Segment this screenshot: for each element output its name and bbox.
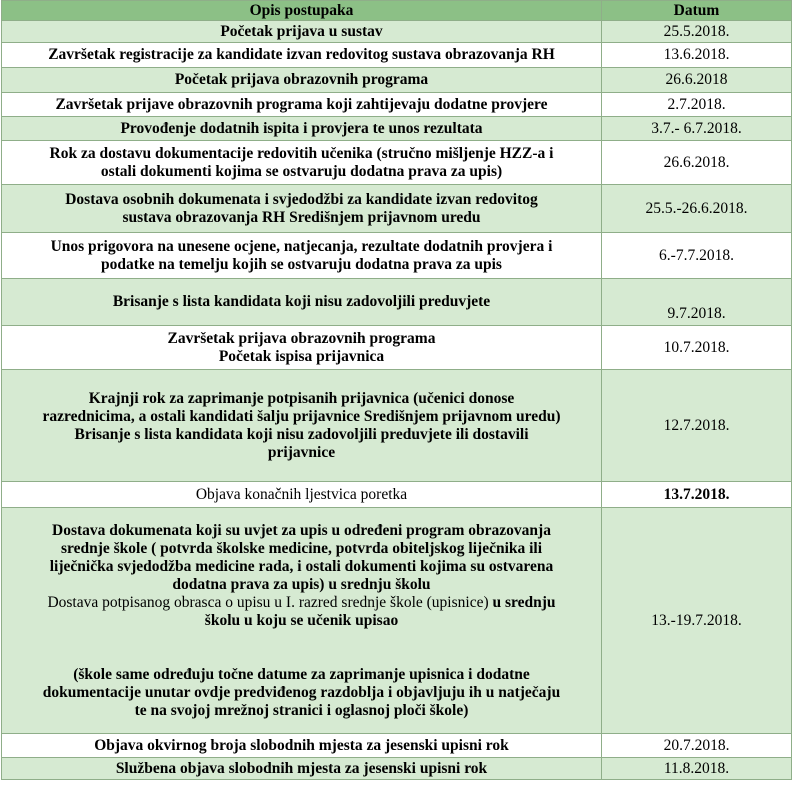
table-row xyxy=(2,734,792,758)
header-date: Datum xyxy=(602,1,792,21)
row-description: Službena objava slobodnih mjesta za jesenski upisni rok xyxy=(2,758,602,780)
enrollment-schedule-table xyxy=(1,0,792,780)
row-date: 25.5.2018. xyxy=(602,21,792,43)
spacer xyxy=(6,648,597,666)
description-line: sustava obrazovanja RH Središnjem prijavnom uredu xyxy=(122,208,481,226)
row-description: Završetak prijave obrazovnih programa koji zahtijevaju dodatne provjere xyxy=(2,93,602,117)
description-line: Dostava dokumenata koji su uvjet za upis u određeni program obrazovanja xyxy=(52,521,551,539)
table-row xyxy=(2,93,792,117)
row-description: Početak prijava obrazovnih programa xyxy=(2,68,602,93)
description-note-line: te na svojoj mrežnoj stranici i oglasnoj ploči škole) xyxy=(134,701,469,719)
description-line: Početak ispisa prijavnica xyxy=(218,347,385,365)
description-normal-text: Dostava potpisanog obrasca o upisu u I. razred srednje škole (upisnice) xyxy=(47,593,493,611)
description-line: srednje škole ( potvrda školske medicine, potvrda obiteljskog liječnika ili xyxy=(60,539,543,557)
row-description: Objava okvirnog broja slobodnih mjesta za jesenski upisni rok xyxy=(2,734,602,758)
table-row xyxy=(2,117,792,141)
row-date: 10.7.2018. xyxy=(602,326,792,370)
table-row xyxy=(2,43,792,68)
description-line: Dostava osobnih dokumenata i svjedodžbi za kandidate izvan redovitog xyxy=(65,190,538,208)
description-note-line: (škole same određuju točne datume za zaprimanje upisnica i dodatne xyxy=(73,665,530,683)
description-line: Unos prigovora na unesene ocjene, natjecanja, rezultate dodatnih provjera i xyxy=(50,237,553,255)
table-row xyxy=(2,141,792,185)
description-line: Završetak prijava obrazovnih programa xyxy=(167,329,436,347)
row-date: 26.6.2018. xyxy=(602,141,792,185)
row-date: 20.7.2018. xyxy=(602,734,792,758)
row-date: 6.-7.7.2018. xyxy=(602,233,792,279)
description-note-line: dokumentacije unutar ovdje predviđenog razdoblja i objavljuju ih u natječaju xyxy=(42,683,561,701)
row-description xyxy=(2,508,602,734)
table-row xyxy=(2,279,792,326)
table-row xyxy=(2,233,792,279)
table-header-row xyxy=(2,1,792,21)
description-line: Krajnji rok za zaprimanje potpisanih prijavnica (učenici donose xyxy=(88,389,515,407)
row-description: Početak prijava u sustav xyxy=(2,21,602,43)
row-date: 13.7.2018. xyxy=(602,482,792,508)
row-date: 11.8.2018. xyxy=(602,758,792,780)
description-line: ostali dokumenti kojima se ostvaruju dodatna prava za upis) xyxy=(100,162,503,180)
description-line: liječnička svjedodžba medicine rada, i ostali dokumenti kojima su ostvarena xyxy=(49,557,554,575)
description-line: podatke na temelju kojih se ostvaruju dodatna prava za upis xyxy=(101,255,502,273)
row-description xyxy=(2,141,602,185)
description-bold-text: u srednju xyxy=(492,593,556,611)
row-description: Brisanje s lista kandidata koji nisu zadovoljili preduvjete xyxy=(2,279,602,326)
spacer xyxy=(6,630,597,648)
row-description xyxy=(2,326,602,370)
table-row xyxy=(2,370,792,482)
table-row xyxy=(2,21,792,43)
description-line: Rok za dostavu dokumentacije redovitih učenika (stručno mišljenje HZZ-a i xyxy=(49,144,554,162)
table-row xyxy=(2,482,792,508)
row-date: 26.6.2018 xyxy=(602,68,792,93)
row-date: 25.5.-26.6.2018. xyxy=(602,185,792,233)
description-line: školu u koju se učenik upisao xyxy=(204,611,399,629)
description-line: razrednicima, a ostali kandidati šalju prijavnice Središnjem prijavnom uredu) xyxy=(42,407,561,425)
row-description: Objava konačnih ljestvica poretka xyxy=(2,482,602,508)
row-date: 13.6.2018. xyxy=(602,43,792,68)
description-line: Brisanje s lista kandidata koji nisu zadovoljili preduvjete ili dostavili xyxy=(74,425,529,443)
table-row xyxy=(2,326,792,370)
row-description xyxy=(2,233,602,279)
row-date: 2.7.2018. xyxy=(602,93,792,117)
row-description xyxy=(2,185,602,233)
table-row xyxy=(2,508,792,734)
table-row xyxy=(2,68,792,93)
table-row xyxy=(2,758,792,780)
row-date: 9.7.2018. xyxy=(602,279,792,326)
row-date: 13.-19.7.2018. xyxy=(602,508,792,734)
row-description xyxy=(2,370,602,482)
table-row xyxy=(2,185,792,233)
description-line: dodatna prava za upis) u srednju školu xyxy=(172,575,431,593)
row-description: Provođenje dodatnih ispita i provjera te unos rezultata xyxy=(2,117,602,141)
row-date: 12.7.2018. xyxy=(602,370,792,482)
description-line xyxy=(6,594,597,612)
header-description: Opis postupaka xyxy=(2,1,602,21)
description-line: prijavnice xyxy=(267,443,336,461)
row-description: Završetak registracije za kandidate izvan redovitog sustava obrazovanja RH xyxy=(2,43,602,68)
row-date: 3.7.- 6.7.2018. xyxy=(602,117,792,141)
